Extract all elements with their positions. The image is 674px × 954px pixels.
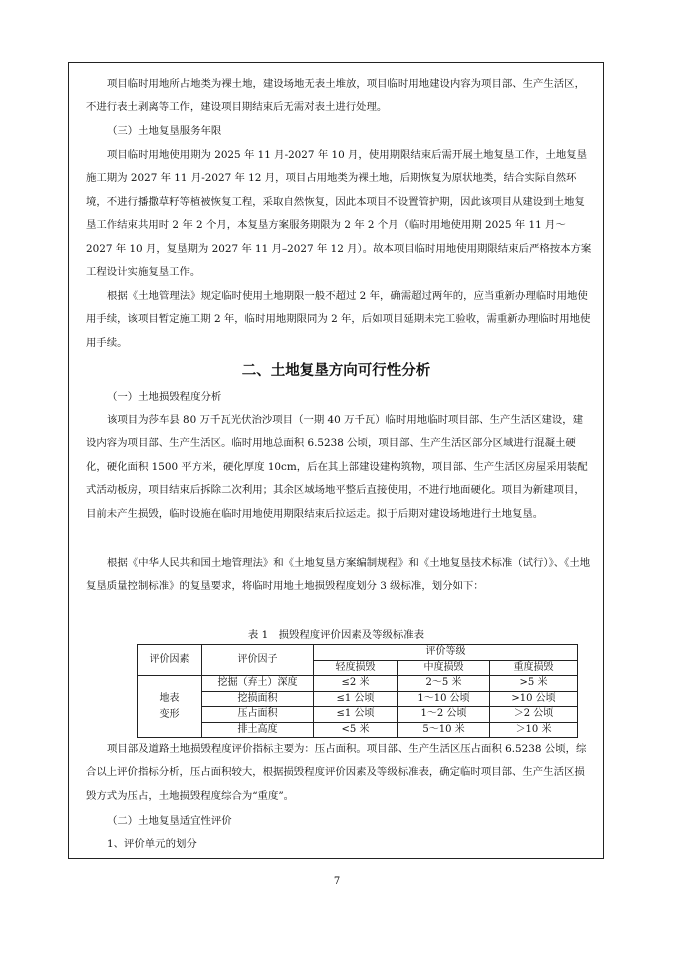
paragraph-topsoil: 项目临时用地所占地类为裸土地，建设场地无表土堆放，项目临时用地建设内容为项目部、生产生活区，不进行表土剥离等工作，建设项目期结束后无需对表土进行处理。 bbox=[86, 78, 585, 114]
item-evaluation-unit: 1、评价单元的划分 bbox=[107, 838, 197, 850]
table-row bbox=[138, 691, 578, 707]
row-heavy: ＞10 米 bbox=[490, 722, 578, 738]
row-medium: 5～10 米 bbox=[398, 722, 490, 738]
row-heavy: >5 米 bbox=[490, 676, 578, 692]
header-heavy-damage: 重度损毁 bbox=[490, 660, 578, 676]
row-name: 压占面积 bbox=[202, 707, 314, 723]
paragraph-service-years: 项目临时用地使用期为 2025 年 11 月-2027 年 10 月，使用期限结束后需开展土地复垦工作，土地复垦施工期为 2027 年 11 月-2027 年 12 月，项目占用地类为裸土地，后期恢复为原状地类，结合实际自然环境，不进行播撒草籽等植被恢复工程，采取自然恢复，因此本项目不设置管护期，因此该项目从建设到土地复垦工作结束共用时 2 年 2 个月，本复垦方案服务期限为 2 年 2 个月（临时用地使用期 2025 年 11 月～2027 年 10 月，复垦期为 2027 年 11 月–2027 年 12 月）。故本项目临时用地使用期限结束后严格按本方案工程设计实施复垦工作。 bbox=[86, 149, 592, 279]
damage-grade-table bbox=[137, 644, 578, 738]
paragraph-land-law: 根据《土地管理法》规定临时使用土地期限一般不超过 2 年，确需超过两年的，应当重新办理临时用地使用手续，该项目暂定施工期 2 年，临时用地期限同为 2 年，后如项目延期未完工验收，需重新办理临时用地使用手续。 bbox=[86, 290, 591, 349]
header-evaluation-factor: 评价因素 bbox=[138, 645, 202, 676]
header-evaluation-grade: 评价等级 bbox=[314, 645, 578, 661]
row-name: 排土高度 bbox=[202, 722, 314, 738]
header-medium-damage: 中度损毁 bbox=[398, 660, 490, 676]
row-light: ≤2 米 bbox=[314, 676, 398, 692]
table-caption: 表 1 损毁程度评价因素及等级标准表 bbox=[247, 629, 425, 641]
row-heavy: >10 公顷 bbox=[490, 691, 578, 707]
row-medium: 1～10 公顷 bbox=[398, 691, 490, 707]
row-heavy: ＞2 公顷 bbox=[490, 707, 578, 723]
row-name: 挖损面积 bbox=[202, 691, 314, 707]
row-medium: 2～5 米 bbox=[398, 676, 490, 692]
table-row bbox=[138, 722, 578, 738]
row-light: ≤1 公顷 bbox=[314, 691, 398, 707]
paragraph-project-description: 该项目为莎车县 80 万千瓦光伏治沙项目（一期 40 万千瓦）临时用地临时项目部、生产生活区建设，建设内容为项目部、生产生活区。临时用地总面积 6.5238 公顷，项目部、生产生活区部分区域进行混凝土硬化，硬化面积 1500 平方米，硬化厚度 10cm，后在其上部建设建构筑物，项目部、生产生活区房屋采用装配式活动板房，项目结束后拆除二次利用；其余区域场地平整后直接使用，不进行地面硬化。项目为新建项目，目前未产生损毁，临时设施在临时用地使用期限结束后拉运走。拟于后期对建设场地进行土地复垦。 bbox=[86, 414, 588, 520]
page-number: 7 bbox=[333, 876, 341, 887]
row-medium: 1～2 公顷 bbox=[398, 707, 490, 723]
table-row bbox=[138, 707, 578, 723]
group-surface-deformation bbox=[138, 676, 202, 738]
header-light-damage: 轻度损毁 bbox=[314, 660, 398, 676]
table-header-row bbox=[138, 645, 578, 661]
row-name: 挖掘（弃土）深度 bbox=[202, 676, 314, 692]
paragraph-damage-conclusion: 项目部及道路土地损毁程度评价指标主要为：压占面积。项目部、生产生活区压占面积 6.5238 公顷，综合以上评价指标分析，压占面积较大，根据损毁程度评价因素及等级标准表，确定临时项目部、生产生活区损毁方式为压占，土地损毁程度综合为“重度”。 bbox=[86, 743, 587, 802]
row-light: <5 米 bbox=[314, 722, 398, 738]
header-evaluation-subfactor: 评价因子 bbox=[202, 645, 314, 676]
paragraph-standards: 根据《中华人民共和国土地管理法》和《土地复垦方案编制规程》和《土地复垦技术标准（试行）》、《土地复垦质量控制标准》的复垦要求，将临时用地土地损毁程度划分 3 级标准，划分如下： bbox=[86, 557, 591, 593]
chapter-title: 二、土地复垦方向可行性分析 bbox=[241, 362, 431, 379]
row-light: ≤1 公顷 bbox=[314, 707, 398, 723]
table-row bbox=[138, 676, 578, 692]
section-heading-service-years: （三）土地复垦服务年限 bbox=[107, 125, 222, 137]
subsection-heading-suitability: （二）土地复垦适宜性评价 bbox=[107, 815, 232, 827]
subsection-heading-damage: （一）土地损毁程度分析 bbox=[107, 391, 222, 403]
group-label: 地表变形 bbox=[159, 692, 180, 720]
